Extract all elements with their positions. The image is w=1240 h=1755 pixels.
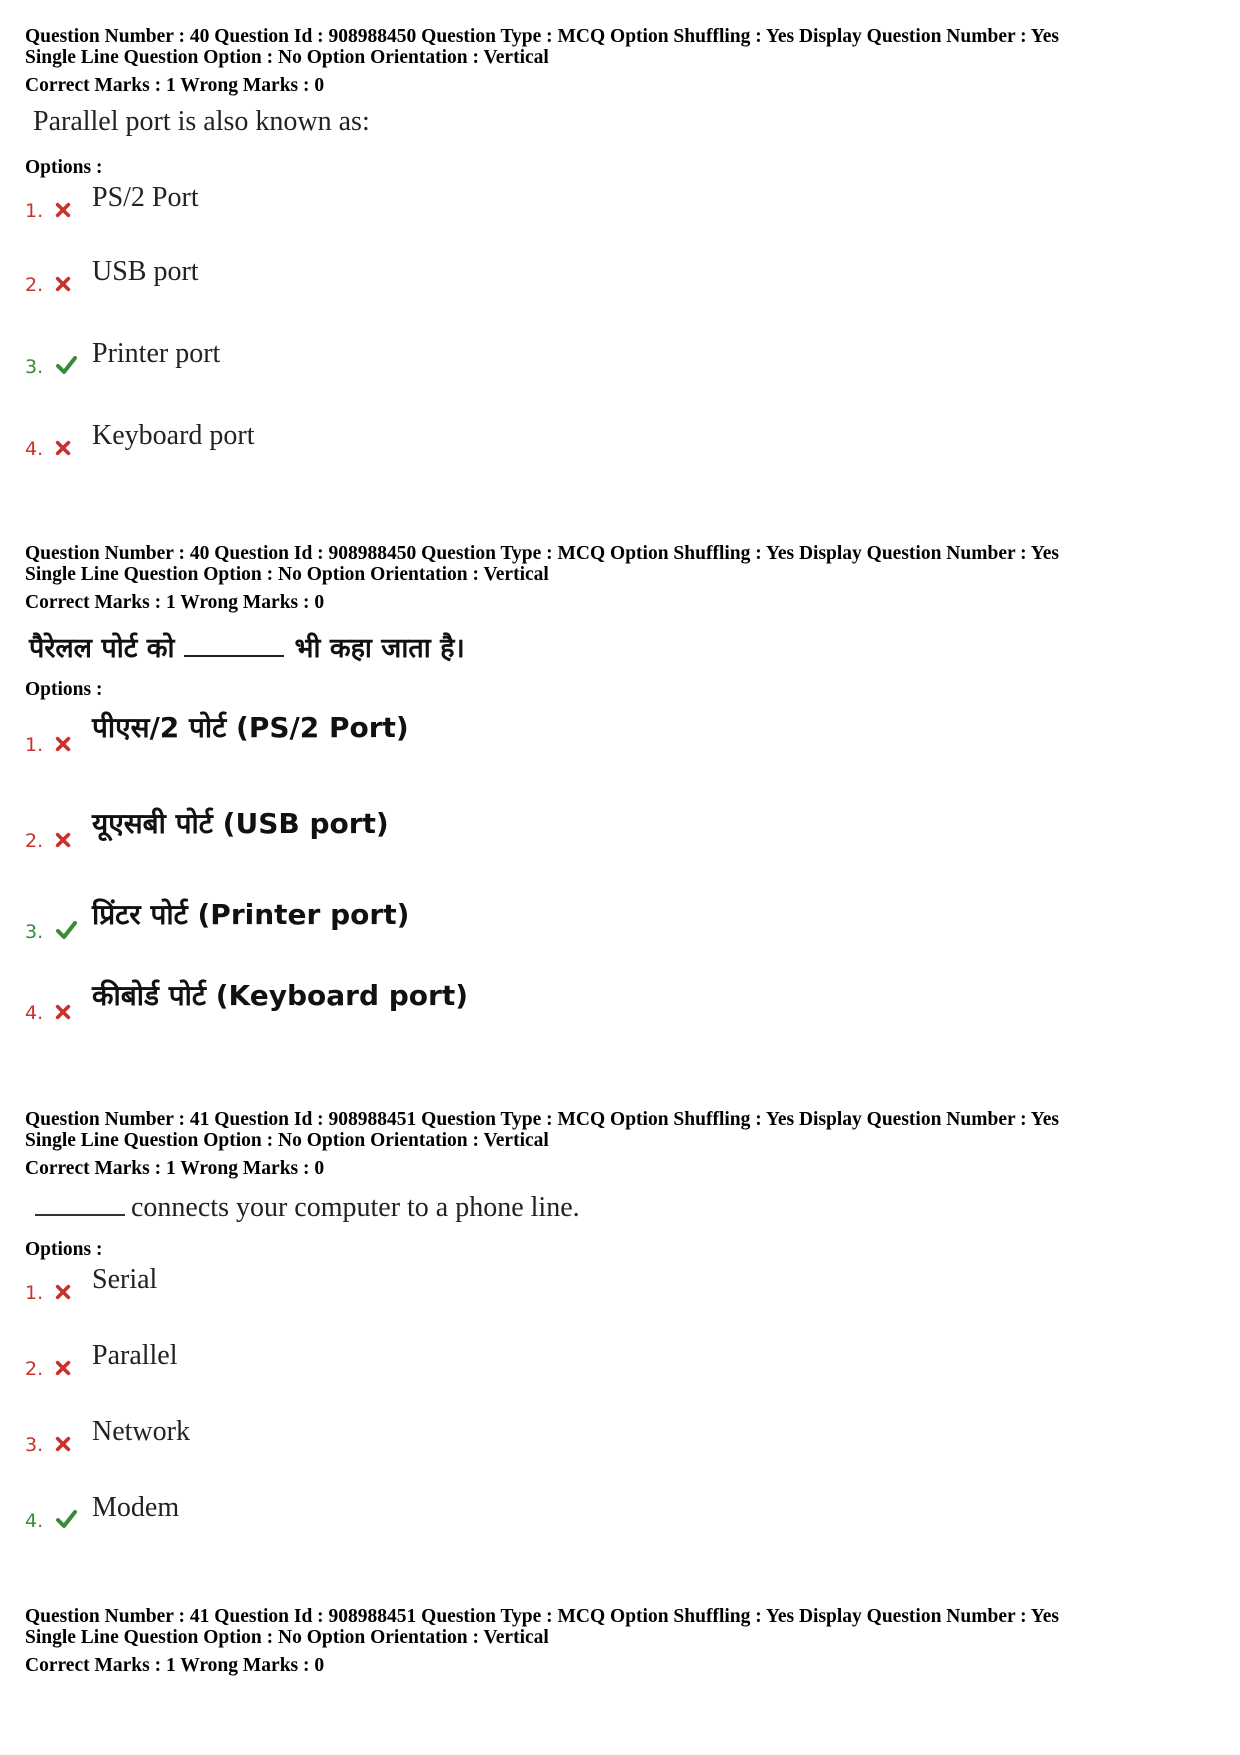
marks-line: Correct Marks : 1 Wrong Marks : 0 bbox=[25, 1655, 325, 1676]
marks-line: Correct Marks : 1 Wrong Marks : 0 bbox=[25, 1158, 325, 1179]
option-text: कीबोर्ड पोर्ट (Keyboard port) bbox=[92, 979, 469, 1012]
option-text: Modem bbox=[92, 1492, 180, 1523]
option-text: Keyboard port bbox=[92, 420, 255, 451]
option-number: 1. bbox=[25, 734, 44, 756]
cross-icon bbox=[54, 735, 72, 753]
cross-icon bbox=[54, 1359, 72, 1377]
question-text-content: Parallel port is also known as: bbox=[33, 106, 370, 137]
question-meta bbox=[25, 26, 1215, 96]
option-text: PS/2 Port bbox=[92, 182, 199, 213]
option-text: Serial bbox=[92, 1264, 158, 1295]
question-meta bbox=[25, 543, 1215, 613]
question-block bbox=[25, 26, 1215, 96]
meta-line-2: Single Line Question Option : No Option Orientation : Vertical bbox=[25, 564, 549, 585]
check-icon bbox=[54, 1509, 78, 1529]
marks-line: Correct Marks : 1 Wrong Marks : 0 bbox=[25, 75, 325, 96]
meta-line-1: Question Number : 40 Question Id : 908988450 Question Type : MCQ Option Shuffling : Yes Display Question Number : Yes bbox=[25, 543, 1059, 564]
option-item bbox=[25, 256, 825, 296]
meta-line-2: Single Line Question Option : No Option Orientation : Vertical bbox=[25, 47, 549, 68]
option-number: 2. bbox=[25, 1358, 44, 1380]
question-block bbox=[25, 1606, 1215, 1676]
option-item bbox=[25, 1416, 825, 1456]
option-item bbox=[25, 1264, 825, 1304]
cross-icon bbox=[54, 201, 72, 219]
cross-icon bbox=[54, 1283, 72, 1301]
meta-line-1: Question Number : 40 Question Id : 908988450 Question Type : MCQ Option Shuffling : Yes Display Question Number : Yes bbox=[25, 26, 1059, 47]
option-text: यूएसबी पोर्ट (USB port) bbox=[92, 807, 389, 840]
cross-icon bbox=[54, 1003, 72, 1021]
marks-line: Correct Marks : 1 Wrong Marks : 0 bbox=[25, 592, 325, 613]
option-number: 2. bbox=[25, 830, 44, 852]
question-text-before: पैरेलल पोर्ट को bbox=[29, 633, 175, 664]
meta-line-1: Question Number : 41 Question Id : 908988451 Question Type : MCQ Option Shuffling : Yes Display Question Number : Yes bbox=[25, 1606, 1059, 1627]
answer-blank bbox=[35, 1194, 125, 1216]
meta-line-1: Question Number : 41 Question Id : 908988451 Question Type : MCQ Option Shuffling : Yes Display Question Number : Yes bbox=[25, 1109, 1059, 1130]
option-number: 4. bbox=[25, 438, 44, 460]
question-text bbox=[25, 1192, 1215, 1224]
option-text: प्रिंटर पोर्ट (Printer port) bbox=[92, 898, 410, 931]
option-text: Network bbox=[92, 1416, 190, 1447]
option-number: 3. bbox=[25, 921, 44, 943]
option-number: 1. bbox=[25, 1282, 44, 1304]
option-number: 4. bbox=[25, 1510, 44, 1532]
question-meta bbox=[25, 1109, 1215, 1179]
option-text: Printer port bbox=[92, 338, 221, 369]
option-text: Parallel bbox=[92, 1340, 178, 1371]
option-text: USB port bbox=[92, 256, 199, 287]
cross-icon bbox=[54, 439, 72, 457]
question-text bbox=[25, 628, 1215, 665]
check-icon bbox=[54, 355, 78, 375]
option-item bbox=[25, 807, 825, 852]
option-number: 4. bbox=[25, 1002, 44, 1024]
question-text-after: भी कहा जाता है। bbox=[294, 633, 465, 664]
meta-line-2: Single Line Question Option : No Option Orientation : Vertical bbox=[25, 1130, 549, 1151]
option-item bbox=[25, 1340, 825, 1380]
cross-icon bbox=[54, 831, 72, 849]
option-number: 3. bbox=[25, 1434, 44, 1456]
check-icon bbox=[54, 920, 78, 940]
cross-icon bbox=[54, 275, 72, 293]
option-item bbox=[25, 979, 825, 1024]
option-number: 1. bbox=[25, 200, 44, 222]
option-text: पीएस/2 पोर्ट (PS/2 Port) bbox=[92, 711, 409, 744]
option-item bbox=[25, 1492, 825, 1532]
meta-line-2: Single Line Question Option : No Option Orientation : Vertical bbox=[25, 1627, 549, 1648]
option-number: 3. bbox=[25, 356, 44, 378]
options-label: Options : bbox=[25, 679, 103, 700]
options-label: Options : bbox=[25, 1239, 103, 1260]
option-item bbox=[25, 338, 825, 378]
option-item bbox=[25, 898, 825, 943]
cross-icon bbox=[54, 1435, 72, 1453]
option-item bbox=[25, 420, 825, 460]
option-item bbox=[25, 182, 825, 222]
question-text-after: connects your computer to a phone line. bbox=[131, 1192, 580, 1223]
question-block bbox=[25, 1109, 1215, 1179]
question-meta bbox=[25, 1606, 1215, 1676]
question-text bbox=[25, 106, 1215, 138]
answer-blank bbox=[184, 637, 284, 657]
option-number: 2. bbox=[25, 274, 44, 296]
option-item bbox=[25, 711, 825, 756]
options-label: Options : bbox=[25, 157, 103, 178]
question-block bbox=[25, 543, 1215, 613]
